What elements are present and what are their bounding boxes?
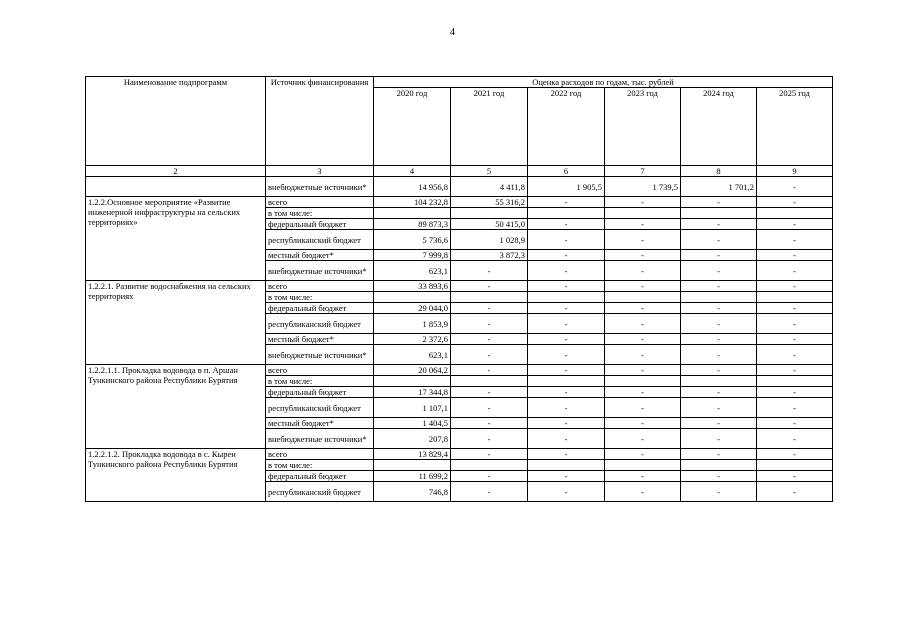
amount-cell: - bbox=[451, 365, 528, 376]
amount-cell bbox=[605, 376, 681, 387]
amount-cell bbox=[605, 208, 681, 219]
amount-cell: 13 829,4 bbox=[374, 449, 451, 460]
amount-cell: - bbox=[757, 261, 833, 281]
amount-cell: - bbox=[681, 345, 757, 365]
column-index-row bbox=[86, 166, 833, 177]
amount-cell: - bbox=[681, 429, 757, 449]
amount-cell: 17 344,8 bbox=[374, 387, 451, 398]
amount-cell bbox=[757, 292, 833, 303]
funding-source: всего bbox=[266, 365, 374, 376]
amount-cell bbox=[757, 208, 833, 219]
amount-cell: 55 316,2 bbox=[451, 197, 528, 208]
page-number: 4 bbox=[450, 27, 455, 38]
amount-cell: - bbox=[451, 398, 528, 418]
header-year: 2022 год bbox=[528, 88, 605, 166]
column-index: 3 bbox=[266, 166, 374, 177]
table-row bbox=[86, 365, 833, 376]
amount-cell: 623,1 bbox=[374, 345, 451, 365]
amount-cell: - bbox=[528, 219, 605, 230]
amount-cell: - bbox=[528, 482, 605, 502]
amount-cell: 29 044,0 bbox=[374, 303, 451, 314]
amount-cell: - bbox=[605, 398, 681, 418]
amount-cell: - bbox=[757, 303, 833, 314]
amount-cell: 1 853,9 bbox=[374, 314, 451, 334]
amount-cell: - bbox=[681, 197, 757, 208]
column-index: 5 bbox=[451, 166, 528, 177]
amount-cell: - bbox=[681, 250, 757, 261]
amount-cell: 4 411,8 bbox=[451, 177, 528, 197]
amount-cell bbox=[681, 460, 757, 471]
funding-source: федеральный бюджет bbox=[266, 219, 374, 230]
amount-cell: - bbox=[757, 482, 833, 502]
amount-cell: - bbox=[605, 387, 681, 398]
funding-source: внебюджетные источники* bbox=[266, 261, 374, 281]
amount-cell: - bbox=[605, 230, 681, 250]
amount-cell: - bbox=[605, 365, 681, 376]
amount-cell: - bbox=[681, 281, 757, 292]
amount-cell: - bbox=[757, 334, 833, 345]
amount-cell: 1 028,9 bbox=[451, 230, 528, 250]
table-row bbox=[86, 281, 833, 292]
column-index: 2 bbox=[86, 166, 266, 177]
amount-cell bbox=[451, 292, 528, 303]
funding-source: в том числе: bbox=[266, 376, 374, 387]
subprogram-name: 1.2.2.1. Развитие водоснабжения на сельских территориях bbox=[86, 281, 266, 365]
amount-cell: - bbox=[681, 314, 757, 334]
amount-cell bbox=[528, 376, 605, 387]
column-index: 6 bbox=[528, 166, 605, 177]
amount-cell: - bbox=[605, 345, 681, 365]
amount-cell bbox=[374, 460, 451, 471]
funding-source: республиканский бюджет bbox=[266, 398, 374, 418]
amount-cell: - bbox=[451, 471, 528, 482]
amount-cell bbox=[528, 460, 605, 471]
funding-source: в том числе: bbox=[266, 208, 374, 219]
amount-cell: - bbox=[681, 418, 757, 429]
amount-cell bbox=[681, 376, 757, 387]
amount-cell bbox=[681, 208, 757, 219]
amount-cell: - bbox=[605, 334, 681, 345]
amount-cell bbox=[374, 292, 451, 303]
amount-cell: - bbox=[528, 281, 605, 292]
amount-cell: 2 372,6 bbox=[374, 334, 451, 345]
subprogram-name: 1.2.2.Основное мероприятие «Развитие инженерной инфраструктуры на сельских территориях» bbox=[86, 197, 266, 281]
amount-cell bbox=[605, 292, 681, 303]
amount-cell: 20 064,2 bbox=[374, 365, 451, 376]
amount-cell: - bbox=[605, 314, 681, 334]
amount-cell: - bbox=[757, 197, 833, 208]
amount-cell: - bbox=[681, 230, 757, 250]
amount-cell: - bbox=[605, 281, 681, 292]
column-index: 7 bbox=[605, 166, 681, 177]
amount-cell: - bbox=[528, 429, 605, 449]
amount-cell: - bbox=[528, 197, 605, 208]
amount-cell: - bbox=[528, 449, 605, 460]
amount-cell: - bbox=[681, 365, 757, 376]
funding-source: внебюджетные источники* bbox=[266, 429, 374, 449]
amount-cell: 1 739,5 bbox=[605, 177, 681, 197]
amount-cell: - bbox=[451, 334, 528, 345]
subprogram-name bbox=[86, 177, 266, 197]
amount-cell: - bbox=[757, 250, 833, 261]
funding-source: местный бюджет* bbox=[266, 334, 374, 345]
header-row-top bbox=[86, 77, 833, 88]
table-body bbox=[86, 177, 833, 502]
amount-cell: - bbox=[757, 314, 833, 334]
column-index: 8 bbox=[681, 166, 757, 177]
amount-cell bbox=[605, 460, 681, 471]
amount-cell: - bbox=[451, 261, 528, 281]
table-row bbox=[86, 177, 833, 197]
funding-source: в том числе: bbox=[266, 460, 374, 471]
amount-cell: - bbox=[528, 334, 605, 345]
amount-cell: 1 905,5 bbox=[528, 177, 605, 197]
amount-cell: - bbox=[451, 314, 528, 334]
funding-source: местный бюджет* bbox=[266, 418, 374, 429]
header-subprogram-name: Наименование подпрограмм bbox=[86, 77, 266, 166]
amount-cell: - bbox=[681, 482, 757, 502]
header-year: 2020 год bbox=[374, 88, 451, 166]
amount-cell bbox=[451, 208, 528, 219]
funding-source: федеральный бюджет bbox=[266, 471, 374, 482]
amount-cell: - bbox=[605, 418, 681, 429]
amount-cell: - bbox=[757, 230, 833, 250]
amount-cell: - bbox=[528, 471, 605, 482]
subprogram-name: 1.2.2.1.1. Прокладка водовода в п. Аршан Тункинского района Республики Бурятия bbox=[86, 365, 266, 449]
header-year: 2024 год bbox=[681, 88, 757, 166]
amount-cell: - bbox=[605, 197, 681, 208]
amount-cell: - bbox=[451, 303, 528, 314]
amount-cell: 89 873,3 bbox=[374, 219, 451, 230]
amount-cell: - bbox=[681, 334, 757, 345]
amount-cell: 1 107,1 bbox=[374, 398, 451, 418]
amount-cell: - bbox=[757, 387, 833, 398]
amount-cell: 33 893,6 bbox=[374, 281, 451, 292]
subprogram-name: 1.2.2.1.2. Прокладка водовода в с. Кырен Тункинского района Республики Бурятия bbox=[86, 449, 266, 502]
funding-source: внебюджетные источники* bbox=[266, 177, 374, 197]
header-year: 2025 год bbox=[757, 88, 833, 166]
amount-cell bbox=[451, 376, 528, 387]
funding-source: республиканский бюджет bbox=[266, 314, 374, 334]
amount-cell: - bbox=[451, 345, 528, 365]
amount-cell bbox=[374, 376, 451, 387]
amount-cell: - bbox=[528, 387, 605, 398]
amount-cell: - bbox=[757, 177, 833, 197]
amount-cell: - bbox=[528, 230, 605, 250]
amount-cell bbox=[528, 208, 605, 219]
amount-cell: - bbox=[605, 449, 681, 460]
amount-cell: 1 404,5 bbox=[374, 418, 451, 429]
header-funding-source: Источник финансирования bbox=[266, 77, 374, 166]
amount-cell: 746,8 bbox=[374, 482, 451, 502]
amount-cell: - bbox=[451, 429, 528, 449]
amount-cell: - bbox=[451, 449, 528, 460]
amount-cell: 5 736,6 bbox=[374, 230, 451, 250]
funding-source: внебюджетные источники* bbox=[266, 345, 374, 365]
amount-cell: - bbox=[757, 219, 833, 230]
funding-source: федеральный бюджет bbox=[266, 387, 374, 398]
amount-cell: - bbox=[605, 261, 681, 281]
amount-cell: 7 999,8 bbox=[374, 250, 451, 261]
amount-cell: - bbox=[605, 219, 681, 230]
funding-source: всего bbox=[266, 449, 374, 460]
amount-cell bbox=[681, 292, 757, 303]
funding-source: в том числе: bbox=[266, 292, 374, 303]
amount-cell: - bbox=[605, 303, 681, 314]
amount-cell: - bbox=[605, 471, 681, 482]
funding-source: республиканский бюджет bbox=[266, 230, 374, 250]
amount-cell bbox=[757, 376, 833, 387]
amount-cell: - bbox=[681, 471, 757, 482]
amount-cell: - bbox=[528, 418, 605, 429]
amount-cell: - bbox=[528, 345, 605, 365]
amount-cell: 207,8 bbox=[374, 429, 451, 449]
funding-source: всего bbox=[266, 281, 374, 292]
amount-cell: 14 956,8 bbox=[374, 177, 451, 197]
funding-source: республиканский бюджет bbox=[266, 482, 374, 502]
amount-cell: 11 699,2 bbox=[374, 471, 451, 482]
amount-cell bbox=[528, 292, 605, 303]
column-index: 9 bbox=[757, 166, 833, 177]
amount-cell: - bbox=[528, 250, 605, 261]
amount-cell: - bbox=[681, 398, 757, 418]
amount-cell: - bbox=[451, 482, 528, 502]
amount-cell: - bbox=[681, 219, 757, 230]
amount-cell: - bbox=[757, 365, 833, 376]
amount-cell: - bbox=[757, 449, 833, 460]
amount-cell: - bbox=[528, 365, 605, 376]
amount-cell: - bbox=[681, 303, 757, 314]
amount-cell bbox=[374, 208, 451, 219]
amount-cell: - bbox=[757, 471, 833, 482]
amount-cell: - bbox=[451, 387, 528, 398]
amount-cell: - bbox=[681, 261, 757, 281]
funding-source: всего bbox=[266, 197, 374, 208]
amount-cell: - bbox=[757, 418, 833, 429]
column-index: 4 bbox=[374, 166, 451, 177]
funding-source: федеральный бюджет bbox=[266, 303, 374, 314]
header-estimate-by-year: Оценка расходов по годам, тыс. рублей bbox=[374, 77, 833, 88]
amount-cell bbox=[451, 460, 528, 471]
funding-source: местный бюджет* bbox=[266, 250, 374, 261]
amount-cell: - bbox=[605, 250, 681, 261]
amount-cell: - bbox=[681, 387, 757, 398]
header-year: 2023 год bbox=[605, 88, 681, 166]
amount-cell: - bbox=[451, 418, 528, 429]
header-year: 2021 год bbox=[451, 88, 528, 166]
amount-cell: - bbox=[528, 261, 605, 281]
amount-cell: - bbox=[757, 429, 833, 449]
amount-cell bbox=[757, 460, 833, 471]
amount-cell: 104 232,8 bbox=[374, 197, 451, 208]
amount-cell: - bbox=[681, 449, 757, 460]
amount-cell: 623,1 bbox=[374, 261, 451, 281]
amount-cell: - bbox=[757, 345, 833, 365]
amount-cell: - bbox=[528, 314, 605, 334]
amount-cell: 50 415,0 bbox=[451, 219, 528, 230]
amount-cell: - bbox=[528, 398, 605, 418]
amount-cell: 3 872,3 bbox=[451, 250, 528, 261]
amount-cell: - bbox=[757, 281, 833, 292]
amount-cell: - bbox=[757, 398, 833, 418]
amount-cell: - bbox=[451, 281, 528, 292]
table-row bbox=[86, 197, 833, 208]
amount-cell: - bbox=[528, 303, 605, 314]
amount-cell: - bbox=[605, 429, 681, 449]
expenditure-table bbox=[85, 76, 833, 502]
table-row bbox=[86, 449, 833, 460]
amount-cell: - bbox=[605, 482, 681, 502]
amount-cell: 1 701,2 bbox=[681, 177, 757, 197]
